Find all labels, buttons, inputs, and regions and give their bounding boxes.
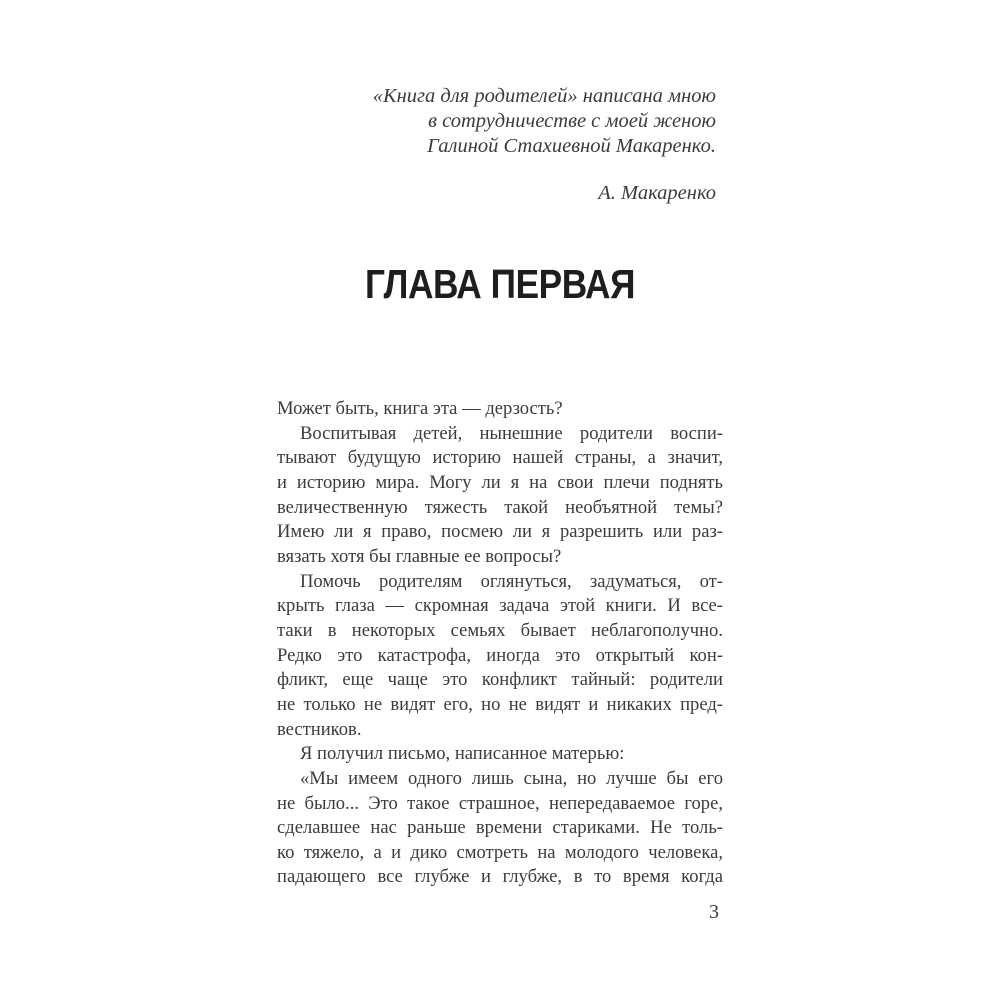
body-line: крыть глаза — скромная задача этой книги. И все-	[277, 595, 723, 617]
body-line: величественную тяжесть такой необъятной темы?	[277, 496, 723, 518]
body-line: Имею ли я право, посмею ли я разрешить или раз-	[277, 521, 723, 543]
epigraph-line: «Книга для родителей» написана мною	[372, 85, 716, 107]
body-line: Редко это катастрофа, иногда это открытый кон-	[277, 644, 723, 666]
body-line: не было... Это такое страшное, непередаваемое горе,	[277, 792, 723, 814]
body-line: «Мы имеем одного лишь сына, но лучше бы его	[300, 767, 723, 789]
body-line: сделавшее нас раньше времени стариками. Не толь-	[277, 817, 723, 839]
body-line: ко тяжело, а и дико смотреть на молодого человека,	[277, 841, 723, 863]
body-line: Помочь родителям оглянуться, задуматься, от-	[300, 570, 723, 592]
body-line: тывают будущую историю нашей страны, а значит,	[277, 447, 723, 469]
body-line: вязать хотя бы главные ее вопросы?	[277, 545, 562, 567]
body-line: Воспитывая детей, нынешние родители воспи-	[300, 422, 723, 444]
epigraph-line: Галиной Стахиевной Макаренко.	[427, 135, 716, 157]
chapter-title	[277, 261, 723, 307]
body-line: не только не видят его, но не видят и никаких пред-	[277, 693, 723, 715]
body-line: Я получил письмо, написанное матерью:	[300, 743, 625, 765]
epigraph	[277, 84, 716, 159]
body-line: вестников.	[277, 718, 362, 740]
text-column	[277, 0, 723, 1000]
body-line: падающего все глубже и глубже, в то время когда	[277, 866, 723, 888]
body-text	[277, 397, 723, 890]
chapter-title-text: ГЛАВА ПЕРВАЯ	[364, 261, 636, 307]
epigraph-attribution: А. Макаренко	[598, 182, 716, 204]
body-line: таки в некоторых семьях бывает неблагополучно.	[277, 619, 723, 641]
epigraph-line: в сотрудничестве с моей женою	[428, 110, 716, 132]
body-line: Может быть, книга эта — дерзость?	[277, 398, 563, 419]
page-number: 3	[709, 901, 719, 923]
body-line: и историю мира. Могу ли я на свои плечи поднять	[277, 471, 723, 493]
body-line: фликт, еще чаще это конфликт тайный: родители	[277, 669, 723, 691]
